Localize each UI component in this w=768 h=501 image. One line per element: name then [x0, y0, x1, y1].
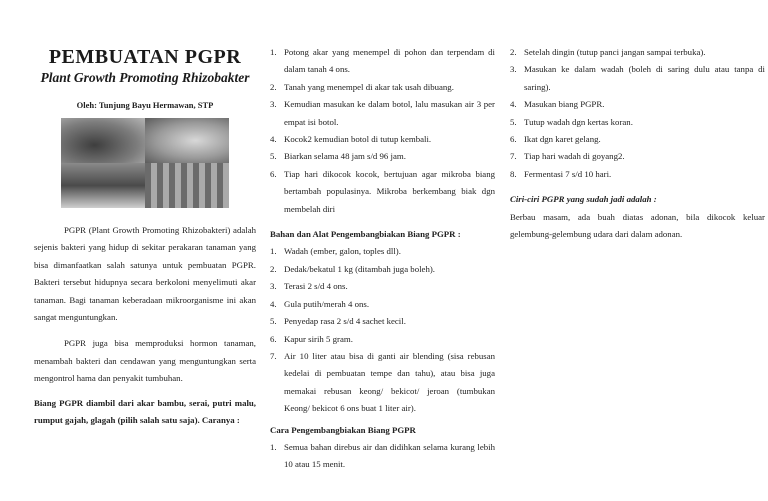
column-steps [270, 0, 495, 501]
ingredients-photo-collage [61, 118, 229, 208]
column-method [510, 0, 765, 501]
biang-steps-list [270, 44, 495, 218]
hormone-paragraph: PGPR juga bisa memproduksi hormon tanaman, menambah bakteri dan cendawan yang menguntungkan serta mengontrol hama dan penyakit tumbuhan. [34, 338, 256, 384]
method-list [270, 439, 495, 474]
list-item: 1. Wadah (ember, galon, toples dll). [270, 246, 401, 257]
list-item: 6. Ikat dgn karet gelang. [510, 134, 601, 145]
list-item: 5. Penyedap rasa 2 s/d 4 sachet kecil. [270, 316, 406, 327]
list-item: 1. Potong akar yang menempel di pohon dan terpendam di dalam tanah 4 ons. [270, 47, 495, 75]
list-item: 5. Biarkan selama 48 jam s/d 96 jam. [270, 151, 406, 162]
list-item: 6. Kapur sirih 5 gram. [270, 333, 353, 344]
column-intro [34, 0, 256, 501]
source-paragraph: Biang PGPR diambil dari akar bambu, serai, putri malu, rumput gajah, glagah (pilih salah satu saja). Caranya : [34, 397, 256, 426]
author-line: Oleh: Tunjung Bayu Hermawan, STP [76, 100, 214, 110]
characteristics-paragraph: Berbau masam, ada buah diatas adonan, bila dikocok keluar gelembung-gelembung udara dari dalam adonan. [510, 211, 765, 240]
list-item: 6. Tiap hari dikocok kocok, bertujuan agar mikroba biang bertambah populasinya. Mikroba berkembang biak dgn membelah diri [270, 168, 495, 214]
list-item: 2. Tanah yang menempel di akar tak usah dibuang. [270, 81, 454, 92]
materials-list [270, 243, 495, 417]
list-item: 8. Fermentasi 7 s/d 10 hari. [510, 168, 612, 179]
method-heading: Cara Pengembangbiakan Biang PGPR [270, 424, 416, 435]
characteristics-heading: Ciri-ciri PGPR yang sudah jadi adalah : [510, 194, 657, 205]
list-item: 2. Dedak/bekatul 1 kg (ditambah juga boleh). [270, 263, 435, 274]
list-item: 5. Tutup wadah dgn kertas koran. [510, 116, 633, 127]
list-item: 3. Terasi 2 s/d 4 ons. [270, 281, 348, 292]
list-item: 7. Tiap hari wadah di goyang2. [510, 151, 625, 162]
list-item: 4. Gula putih/merah 4 ons. [270, 298, 370, 309]
list-item: 3. Kemudian masukan ke dalam botol, lalu masukan air 3 per empat isi botol. [270, 99, 495, 127]
materials-heading: Bahan dan Alat Pengembangbiakan Biang PGPR : [270, 229, 461, 240]
document-subtitle: Plant Growth Promoting Rhizobakter [40, 70, 250, 85]
list-item: 7. Air 10 liter atau bisa di ganti air blending (sisa rebusan kedelai di pembuatan tempe dan tahu), atau bisa juga memakai rebusan keong/ bekicot/ jeroan (tumbukan Keong/ bekicot 6 ons buat 1 liter air). [270, 350, 495, 414]
method-list-continued [510, 44, 765, 183]
document-title: PEMBUATAN PGPR [48, 46, 242, 68]
list-item: 4. Kocok2 kemudian botol di tutup kembali. [270, 134, 432, 145]
list-item: 1. Semua bahan direbus air dan didihkan selama kurang lebih 10 atau 15 menit. [270, 441, 495, 470]
list-item: 3. Masukan ke dalam wadah (boleh di saring dulu atau tanpa di saring). [510, 64, 765, 92]
list-item: 4. Masukan biang PGPR. [510, 99, 605, 110]
list-item: 2. Setelah dingin (tutup panci jangan sampai terbuka). [510, 47, 706, 57]
intro-paragraph: PGPR (Plant Growth Promoting Rhizobakteri) adalah sejenis bakteri yang hidup di sekitar perakaran tanaman yang bisa dimanfaatkan salah satunya untuk pembuatan PGPR. Bakteri tersebut hidupnya secara berkoloni menyelimuti akar tanaman. Bagi tanaman keberadaan mikroorganisme ini akan sangat menguntungkan. [34, 225, 256, 323]
